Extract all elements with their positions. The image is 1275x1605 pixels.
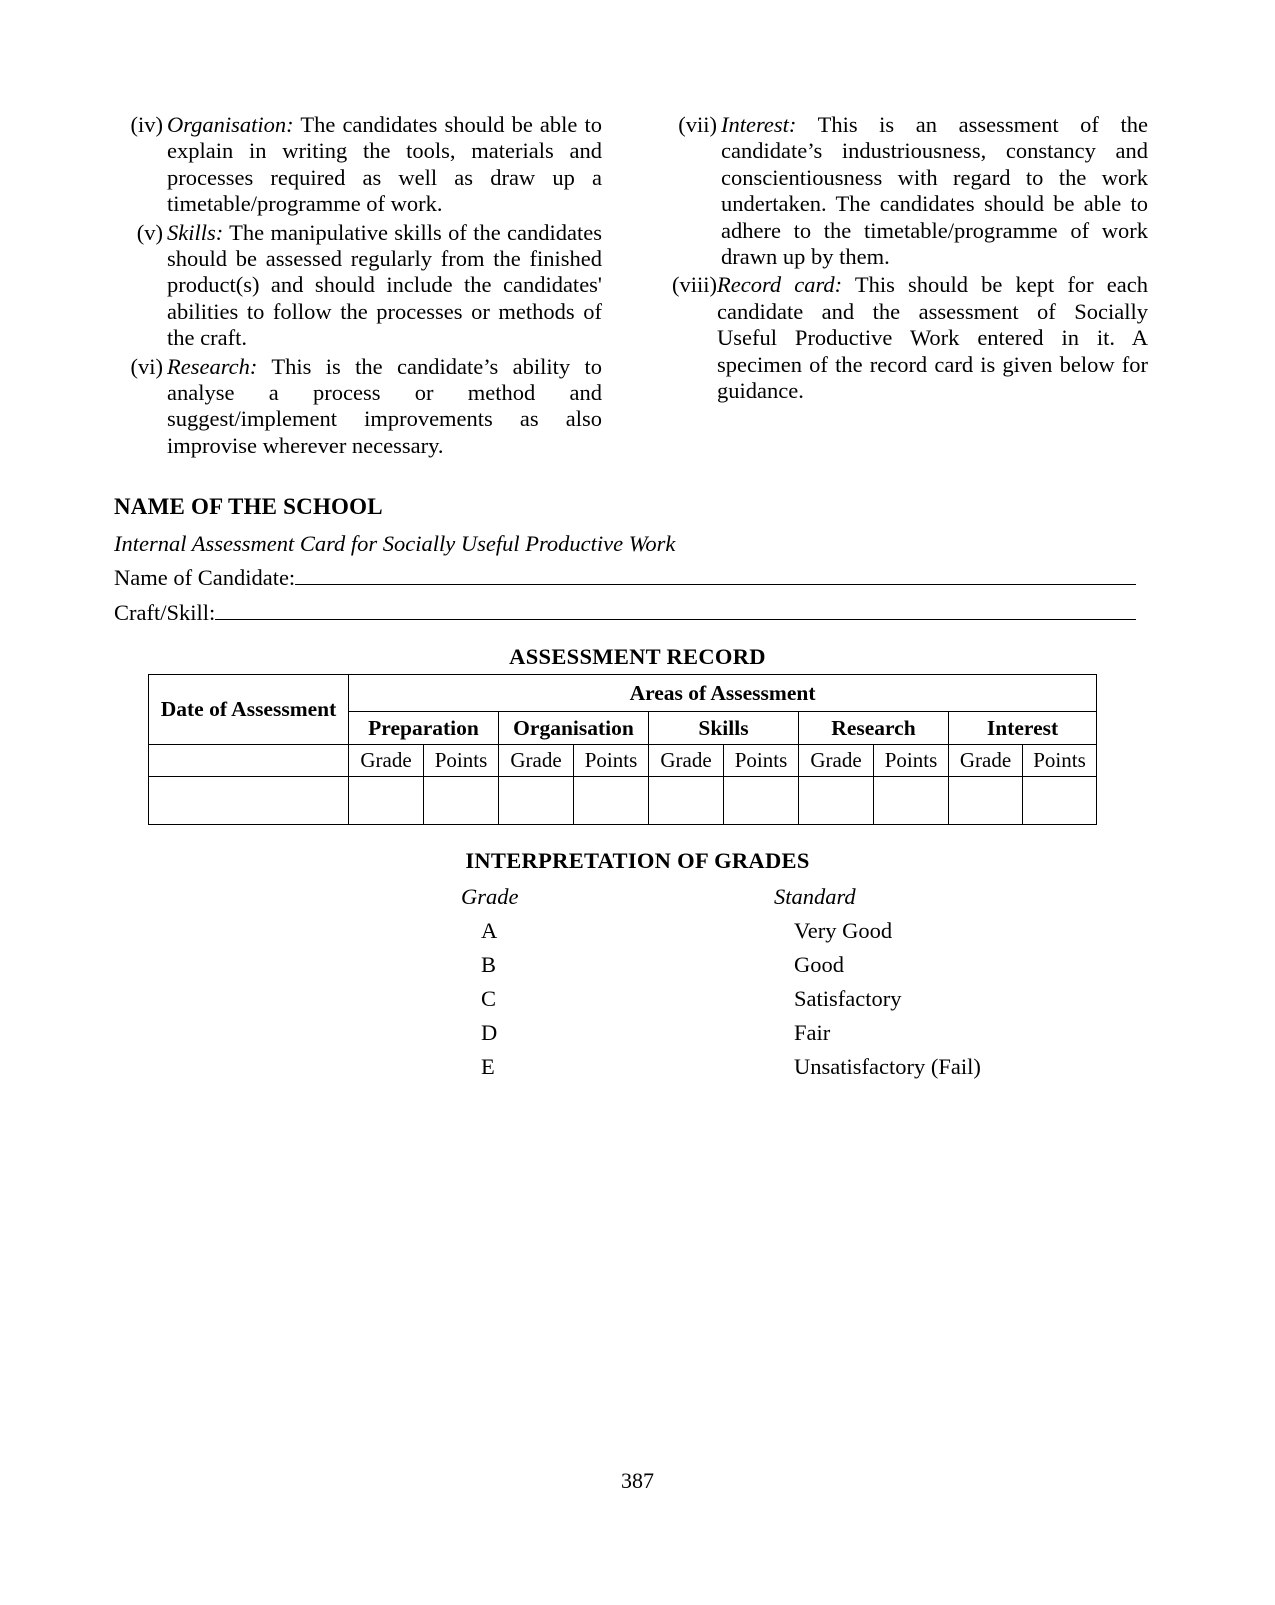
header-area-preparation: Preparation — [349, 712, 499, 745]
list-item — [113, 112, 602, 218]
candidate-name-input[interactable] — [295, 564, 1136, 585]
list-body — [167, 354, 602, 460]
grade-value: C — [481, 986, 497, 1011]
grade-value: B — [481, 952, 497, 977]
grade-value: D — [481, 1020, 498, 1045]
field-label: Name of Candidate: — [114, 565, 296, 590]
list-term: Interest: — [721, 112, 797, 137]
assessment-record-title: ASSESSMENT RECORD — [509, 644, 766, 669]
page-number: 387 — [621, 1468, 654, 1493]
header-date-spacer — [149, 745, 349, 777]
list-body — [721, 112, 1148, 270]
grade-value: A — [481, 918, 498, 943]
list-term: Record card: — [717, 272, 843, 298]
header-preparation-points: Points — [424, 745, 499, 777]
list-text: This should be kept for each candidate and the assessment of Socially Useful Productive Work entered in it. A specimen of the record card is given below for guidance. — [717, 272, 1148, 404]
standard-value: Very Good — [794, 918, 893, 943]
school-title: NAME OF THE SCHOOL — [114, 494, 383, 519]
list-body — [167, 220, 602, 352]
cell-skills-points[interactable] — [724, 777, 799, 825]
cell-research-grade[interactable] — [799, 777, 874, 825]
header-research-grade: Grade — [799, 745, 874, 777]
right-column — [660, 112, 1148, 461]
list-marker: (vi) — [130, 353, 163, 379]
cell-date[interactable] — [149, 777, 349, 825]
assessment-record-table — [148, 674, 1097, 825]
cell-interest-points[interactable] — [1023, 777, 1097, 825]
grade-interpretation-list — [0, 880, 1275, 1084]
list-item — [0, 982, 1275, 1016]
header-research-points: Points — [874, 745, 949, 777]
list-body — [717, 272, 1148, 404]
list-item — [0, 1050, 1275, 1084]
list-text: The candidates should be able to explain in writing the tools, materials and processes required as well as draw up a timetable/programme of work. — [167, 112, 602, 217]
interpretation-of-grades-title: INTERPRETATION OF GRADES — [465, 848, 810, 873]
header-area-interest: Interest — [949, 712, 1097, 745]
two-column-list — [113, 112, 1148, 461]
grade-column-header: Grade — [461, 884, 519, 909]
header-date-of-assessment: Date of Assessment — [149, 675, 349, 745]
grade-value: E — [481, 1054, 495, 1079]
header-preparation-grade: Grade — [349, 745, 424, 777]
standard-column-header: Standard — [774, 884, 856, 909]
list-item — [0, 914, 1275, 948]
header-area-skills: Skills — [649, 712, 799, 745]
cell-preparation-grade[interactable] — [349, 777, 424, 825]
table-header-row-3 — [149, 745, 1097, 777]
list-text: This is the candidate’s ability to analyse a process or method and suggest/implement improvements as also improvise wherever necessary. — [167, 353, 602, 458]
cell-interest-grade[interactable] — [949, 777, 1023, 825]
list-marker: (viii) — [672, 272, 717, 298]
list-marker: (iv) — [130, 112, 163, 137]
header-interest-grade: Grade — [949, 745, 1023, 777]
standard-value: Good — [794, 952, 844, 977]
header-organisation-points: Points — [574, 745, 649, 777]
cell-preparation-points[interactable] — [424, 777, 499, 825]
header-area-organisation: Organisation — [499, 712, 649, 745]
grade-list-header — [0, 880, 1275, 914]
list-term: Research: — [167, 353, 258, 379]
list-item — [113, 220, 602, 352]
list-text: The manipulative skills of the candidates should be assessed regularly from the finished product(s) and should include the candidates' abilities to follow the processes or methods of the craft. — [167, 219, 602, 351]
cell-organisation-grade[interactable] — [499, 777, 574, 825]
header-skills-points: Points — [724, 745, 799, 777]
list-item — [113, 354, 602, 460]
cell-research-points[interactable] — [874, 777, 949, 825]
list-text: This is an assessment of the candidate’s industriousness, constancy and conscientiousness with regard to the work undertaken. The candidates should be able to adhere to the timetable/programme of work drawn up by them. — [721, 112, 1148, 270]
standard-value: Satisfactory — [794, 986, 902, 1011]
standard-value: Unsatisfactory (Fail) — [794, 1054, 981, 1079]
card-subtitle: Internal Assessment Card for Socially Useful Productive Work — [114, 531, 676, 556]
header-interest-points: Points — [1023, 745, 1097, 777]
cell-organisation-points[interactable] — [574, 777, 649, 825]
header-skills-grade: Grade — [649, 745, 724, 777]
list-item — [0, 1016, 1275, 1050]
table-row — [149, 777, 1097, 825]
craft-skill-input[interactable] — [215, 599, 1136, 620]
list-body — [167, 112, 602, 218]
list-item — [660, 272, 1148, 404]
field-row-candidate-name — [114, 564, 1136, 591]
list-marker: (vii) — [678, 112, 717, 137]
header-organisation-grade: Grade — [499, 745, 574, 777]
left-column — [113, 112, 602, 461]
field-label: Craft/Skill: — [114, 600, 216, 625]
list-marker: (v) — [136, 219, 163, 245]
list-item — [660, 112, 1148, 270]
field-row-craft-skill — [114, 599, 1136, 626]
list-term: Organisation: — [167, 112, 294, 137]
table-header-row-1 — [149, 675, 1097, 712]
list-item — [0, 948, 1275, 982]
standard-value: Fair — [794, 1020, 831, 1045]
header-areas-of-assessment: Areas of Assessment — [349, 675, 1097, 712]
list-term: Skills: — [167, 219, 224, 245]
header-area-research: Research — [799, 712, 949, 745]
cell-skills-grade[interactable] — [649, 777, 724, 825]
